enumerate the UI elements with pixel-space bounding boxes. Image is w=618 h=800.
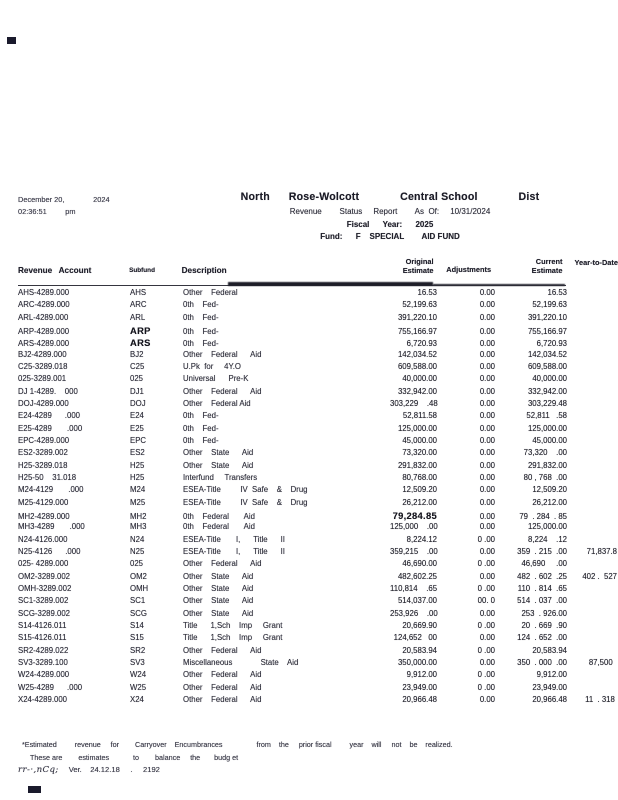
adjustments-cell: 0.00	[479, 312, 495, 322]
description-cell: U.Pk for 4Y.O	[183, 361, 241, 371]
revenue-account-cell: S14-4126.011	[18, 620, 67, 630]
subfund-cell: OM2	[130, 571, 147, 581]
subfund-cell: ARL	[130, 312, 146, 322]
subfund-cell: ARP	[130, 324, 151, 336]
current-estimate-cell: 350 . 000 .00	[517, 657, 567, 667]
subfund-cell: S15	[130, 633, 144, 643]
revenue-account-cell: SV3-3289.100	[18, 657, 68, 667]
revenue-account-cell: M24-4129 .000	[18, 485, 84, 495]
subfund-cell: SCG	[130, 608, 147, 618]
revenue-account-cell: SCG-3289.002	[18, 608, 71, 618]
subfund-cell: N24	[130, 534, 145, 544]
adjustments-cell: 0.00	[479, 398, 495, 408]
description-cell: 0th Federal Aid	[183, 511, 255, 521]
adjustments-cell: 0.00	[479, 460, 495, 470]
year-to-date-cell: 11 . 318	[585, 694, 617, 704]
subfund-cell: DJ1	[130, 386, 144, 396]
table-row	[0, 448, 618, 460]
current-estimate-cell: 125,000.00	[527, 522, 567, 532]
revenue-account-cell: AHS-4289.000	[18, 288, 70, 297]
header-adjustments: Adjustments	[446, 265, 492, 274]
scan-artifact-mark-top	[7, 37, 16, 44]
original-estimate-cell: 391,220.10	[397, 312, 437, 322]
description-cell: 0th Fed-	[183, 312, 219, 322]
subfund-cell: MH3	[130, 522, 147, 532]
original-estimate-cell: 23,949.00	[402, 682, 437, 692]
table-row	[0, 325, 618, 337]
adjustments-cell: 0.00	[479, 339, 495, 349]
revenue-account-cell: S15-4126.011	[18, 633, 67, 643]
description-cell: Other Federal Aid	[183, 694, 262, 704]
adjustments-cell: 0.00	[479, 497, 495, 507]
original-estimate-cell: 303,229 .48	[390, 398, 438, 408]
subfund-cell: SC1	[130, 596, 146, 606]
revenue-account-cell: H25-3289.018	[18, 460, 68, 470]
adjustments-cell: 0.00	[479, 423, 495, 433]
current-estimate-cell: 291,832.00	[527, 460, 567, 470]
year-to-date-cell: 71,837.8	[586, 546, 617, 556]
original-estimate-cell: 291,832.00	[397, 460, 437, 470]
header-current-estimate	[491, 257, 562, 275]
report-subtitle: Revenue Status Report As Of: 10/31/2024	[289, 207, 491, 216]
revenue-account-cell: E24-4289 .000	[18, 411, 80, 421]
description-cell: Other Federal Aid	[183, 645, 262, 655]
revenue-account-cell: C25-3289.018	[18, 361, 68, 371]
table-row	[0, 522, 618, 534]
adjustments-cell: 0.00	[479, 657, 495, 667]
description-cell: Interfund Transfers	[183, 472, 258, 482]
original-estimate-cell: 52,199.63	[402, 300, 437, 310]
adjustments-cell: 0.00	[479, 374, 495, 384]
original-estimate-cell: 12,509.20	[402, 485, 437, 495]
revenue-account-cell: ARC-4289.000	[18, 300, 70, 310]
description-cell: Title 1,Sch Imp Grant	[183, 620, 283, 630]
adjustments-cell: 0.00	[479, 608, 495, 618]
adjustments-cell: 0.00	[479, 571, 495, 581]
description-cell: 0th Fed-	[183, 326, 219, 336]
adjustments-cell: 0.00	[479, 633, 495, 643]
revenue-account-cell: DOJ-4289.000	[18, 398, 69, 408]
revenue-account-cell: SC1-3289.002	[18, 596, 69, 606]
table-row	[0, 609, 618, 621]
table-row	[0, 683, 618, 695]
description-cell: 0th Fed-	[183, 423, 219, 433]
subfund-cell: DOJ	[130, 398, 146, 408]
revenue-account-cell: W24-4289.000	[18, 670, 70, 680]
original-estimate-cell: 142,034.52	[397, 349, 437, 359]
table-row	[0, 411, 618, 423]
original-estimate-cell: 20,669.90	[402, 620, 437, 630]
original-estimate-cell: 9,912.00	[406, 670, 437, 680]
current-estimate-cell: 79 . 284 . 85	[519, 511, 567, 521]
table-row	[0, 473, 618, 485]
description-cell: Other State Aid	[183, 608, 254, 618]
original-estimate-cell: 45,000.00	[402, 435, 437, 445]
revenue-account-cell: 025- 4289.000	[18, 559, 69, 569]
current-estimate-cell: 391,220.10	[527, 312, 567, 322]
footer-note-line1: *Estimated revenue for Carryover Encumbrances from the prior fiscal year will not be realized.	[22, 740, 453, 749]
original-estimate-cell: 609,588.00	[397, 361, 437, 371]
table-row	[0, 584, 618, 596]
original-estimate-cell: 332,942.00	[397, 386, 437, 396]
revenue-account-cell: W25-4289 .000	[18, 682, 83, 692]
subfund-cell: X24	[130, 694, 144, 704]
year-to-date-cell: 87,500	[588, 657, 617, 667]
table-row	[0, 670, 618, 682]
print-meta	[18, 194, 110, 217]
adjustments-cell: 0.00	[479, 522, 495, 532]
subfund-cell: E24	[130, 411, 144, 421]
description-cell: Other State Aid	[183, 596, 254, 606]
revenue-account-cell: MH2-4289.000	[18, 511, 70, 521]
subfund-cell: C25	[130, 361, 145, 371]
original-estimate-cell: 359,215 .00	[390, 546, 438, 556]
subfund-cell: SV3	[130, 657, 145, 667]
header-current-line2: Estimate	[531, 266, 563, 275]
description-cell: Other Federal Aid	[183, 670, 262, 680]
description-cell: Other Federal Aid	[183, 682, 262, 692]
original-estimate-cell: 20,966.48	[402, 694, 437, 704]
table-header-row	[0, 257, 618, 275]
table-row	[0, 424, 618, 436]
revenue-account-cell: OMH-3289.002	[18, 583, 72, 593]
header-subfund: Subfund	[129, 267, 155, 274]
table-row	[0, 547, 618, 559]
current-estimate-cell: 6,720.93	[536, 339, 567, 349]
header-description: Description	[181, 266, 227, 275]
description-cell: ESEA-Title I, Title II	[183, 534, 285, 544]
version-line	[18, 765, 160, 775]
description-cell: ESEA-Title IV Safe & Drug	[183, 485, 308, 495]
table-row	[0, 596, 618, 608]
revenue-account-cell: DJ 1-4289. 000	[18, 386, 78, 396]
description-cell: Other State Aid	[183, 571, 254, 581]
adjustments-cell: 0.00	[479, 361, 495, 371]
header-original-line1: Original	[405, 257, 434, 266]
revenue-account-cell: EPC-4289.000	[18, 435, 70, 445]
table-row	[0, 658, 618, 670]
fund-line: Fund: F SPECIAL AID FUND	[320, 232, 460, 241]
original-estimate-cell: 755,166.97	[397, 326, 437, 336]
original-estimate-cell: 20,583.94	[402, 645, 437, 655]
current-estimate-cell: 124 . 652 .00	[517, 633, 567, 643]
adjustments-cell: 0.00	[479, 511, 495, 521]
table-row	[0, 337, 618, 349]
header-revenue-account: Revenue Account	[18, 266, 92, 275]
header-original-estimate	[387, 257, 434, 275]
current-estimate-cell: 23,949.00	[532, 682, 567, 692]
description-cell: Other Federal Aid	[183, 398, 251, 408]
description-cell: Universal Pre-K	[183, 374, 249, 384]
scan-artifact-mark-bottom	[28, 786, 41, 793]
subfund-cell: S14	[130, 620, 144, 630]
revenue-account-cell: OM2-3289.002	[18, 571, 71, 581]
adjustments-cell: 0.00	[479, 472, 495, 482]
table-body	[0, 288, 618, 707]
subfund-cell: M24	[130, 485, 146, 495]
printed-time: 02:36:51 pm	[18, 206, 76, 216]
description-cell: Other Federal Aid	[183, 559, 262, 569]
subfund-cell: E25	[130, 423, 144, 433]
adjustments-cell: 0.00	[479, 435, 495, 445]
current-estimate-cell: 16.53	[547, 288, 567, 297]
current-estimate-cell: 609,588.00	[527, 361, 567, 371]
current-estimate-cell: 20 . 669 .90	[521, 620, 567, 630]
adjustments-cell: 0.00	[479, 448, 495, 458]
description-cell: 0th Fed-	[183, 339, 219, 349]
revenue-account-cell: ARS-4289.000	[18, 339, 70, 349]
table-row	[0, 461, 618, 473]
adjustments-cell: 0.00	[479, 485, 495, 495]
header-current-line1: Current	[535, 257, 563, 266]
description-cell: Title 1,Sch Imp Grant	[183, 633, 283, 643]
table-row	[0, 535, 618, 547]
adjustments-cell: 0.00	[479, 386, 495, 396]
fiscal-year-line: Fiscal Year: 2025	[346, 219, 434, 229]
current-estimate-cell: 125,000.00	[527, 423, 567, 433]
revenue-account-cell: N24-4126.000	[18, 534, 68, 544]
adjustments-cell: 0.00	[479, 326, 495, 336]
adjustments-cell: 0.00	[479, 411, 495, 421]
current-estimate-cell: 142,034.52	[527, 349, 567, 359]
revenue-account-cell: SR2-4289.022	[18, 645, 69, 655]
current-estimate-cell: 303,229.48	[527, 398, 567, 408]
subfund-cell: ARS	[130, 337, 151, 349]
table-row	[0, 313, 618, 325]
revenue-account-cell: M25-4129.000	[18, 497, 69, 507]
district-title: North Rose-Wolcott Central School Dist	[240, 191, 540, 203]
original-estimate-cell: 124,652 00	[393, 633, 437, 643]
current-estimate-cell: 45,000.00	[532, 435, 567, 445]
adjustments-cell: 00. 0	[477, 596, 495, 606]
description-cell: Other Federal Aid	[183, 386, 262, 396]
subfund-cell: AHS	[130, 288, 147, 297]
original-estimate-cell: 16.53	[417, 288, 437, 297]
original-estimate-cell: 80,768.00	[402, 472, 437, 482]
current-estimate-cell: 52,199.63	[532, 300, 567, 310]
adjustments-cell: 0.00	[479, 288, 495, 297]
subfund-cell: ARC	[130, 300, 147, 310]
current-estimate-cell: 9,912.00	[536, 670, 567, 680]
table-row	[0, 621, 618, 633]
table-row	[0, 646, 618, 658]
current-estimate-cell: 73,320 .00	[523, 448, 567, 458]
header-original-line2: Estimate	[402, 266, 434, 275]
printed-date: December 20, 2024	[18, 195, 110, 204]
subfund-cell: 025	[130, 559, 144, 569]
current-estimate-cell: 26,212.00	[532, 497, 567, 507]
adjustments-cell: 0.00	[479, 694, 495, 704]
adjustments-cell: 0 .00	[477, 645, 495, 655]
current-estimate-cell: 8,224 .12	[527, 534, 567, 544]
current-estimate-cell: 514 . 037 .00	[517, 596, 567, 606]
table-row	[0, 374, 618, 386]
current-estimate-cell: 110 . 814 .65	[517, 583, 567, 593]
subfund-cell: W25	[130, 682, 147, 692]
current-estimate-cell: 253 . 926.00	[521, 608, 567, 618]
description-cell: 0th Fed-	[183, 300, 219, 310]
current-estimate-cell: 482 . 602 .25	[517, 571, 567, 581]
revenue-account-cell: E25-4289 .000	[18, 423, 83, 433]
year-to-date-cell: 402 . 527	[582, 571, 617, 581]
description-cell: Miscellaneous State Aid	[183, 657, 299, 667]
original-estimate-cell: 350,000.00	[397, 657, 437, 667]
description-cell: Other Federal	[183, 288, 238, 297]
adjustments-cell: 0 .00	[477, 583, 495, 593]
original-estimate-cell: 514,037.00	[397, 596, 437, 606]
table-row	[0, 300, 618, 312]
original-estimate-cell: 253,926 .00	[390, 608, 438, 618]
table-row	[0, 436, 618, 448]
original-estimate-cell: 26,212.00	[402, 497, 437, 507]
revenue-account-cell: ES2-3289.002	[18, 448, 68, 458]
table-row	[0, 695, 618, 707]
revenue-account-cell: 025-3289.001	[18, 374, 67, 384]
revenue-account-cell: X24-4289.000	[18, 694, 67, 704]
adjustments-cell: 0 .00	[477, 559, 495, 569]
description-cell: 0th Fed-	[183, 435, 219, 445]
table-row	[0, 498, 618, 510]
original-estimate-cell: 110,814 .65	[390, 583, 438, 593]
original-estimate-cell: 125,000 .00	[390, 522, 438, 532]
revenue-account-cell: H25-50 31.018	[18, 472, 77, 482]
header-rule-smudge-2	[433, 284, 565, 286]
subfund-cell: N25	[130, 546, 145, 556]
original-estimate-cell: 79,284.85	[392, 509, 437, 521]
subfund-cell: MH2	[130, 511, 147, 521]
description-cell: 0th Fed-	[183, 411, 219, 421]
current-estimate-cell: 80 , 768 .00	[523, 472, 567, 482]
table-row	[0, 387, 618, 399]
table-row	[0, 510, 618, 522]
description-cell: Other State Aid	[183, 460, 254, 470]
adjustments-cell: 0 .00	[477, 682, 495, 692]
subfund-cell: H25	[130, 472, 145, 482]
description-cell: ESEA-Title I, Title II	[183, 546, 285, 556]
version-text: Ver. 24.12.18 . 2192	[68, 765, 160, 774]
description-cell: Other Federal Aid	[183, 349, 262, 359]
header-rule-smudge	[228, 282, 433, 286]
subfund-cell: 025	[130, 374, 144, 384]
adjustments-cell: 0.00	[479, 349, 495, 359]
table-row	[0, 362, 618, 374]
table-row	[0, 350, 618, 362]
current-estimate-cell: 46,690 .00	[521, 559, 567, 569]
app-logo: rr-·,nCq;	[18, 765, 59, 775]
original-estimate-cell: 482,602.25	[397, 571, 437, 581]
original-estimate-cell: 46,690.00	[402, 559, 437, 569]
table-row	[0, 485, 618, 497]
current-estimate-cell: 359 . 215 .00	[517, 546, 567, 556]
table-row	[0, 288, 618, 300]
revenue-account-cell: N25-4126 .000	[18, 546, 81, 556]
table-row	[0, 559, 618, 571]
revenue-account-cell: ARL-4289.000	[18, 312, 69, 322]
subfund-cell: BJ2	[130, 349, 144, 359]
subfund-cell: ES2	[130, 448, 145, 458]
description-cell: 0th Federal Aid	[183, 522, 255, 532]
description-cell: Other State Aid	[183, 583, 254, 593]
original-estimate-cell: 40,000.00	[402, 374, 437, 384]
revenue-account-cell: MH3-4289 .000	[18, 522, 85, 532]
description-cell: Other State Aid	[183, 448, 254, 458]
subfund-cell: H25	[130, 460, 145, 470]
subfund-cell: M25	[130, 497, 146, 507]
table-row	[0, 572, 618, 584]
description-cell: ESEA-Title IV Safe & Drug	[183, 497, 308, 507]
current-estimate-cell: 52,811 .58	[526, 411, 567, 421]
adjustments-cell: 0 .00	[477, 670, 495, 680]
footer-note	[22, 738, 453, 764]
subfund-cell: EPC	[130, 435, 147, 445]
original-estimate-cell: 52,811.58	[402, 411, 437, 421]
report-title-block	[168, 191, 612, 241]
footer-note-line2: These are estimates to balance the budg et	[30, 753, 239, 762]
revenue-account-cell: ARP-4289.000	[18, 326, 70, 336]
current-estimate-cell: 12,509.20	[532, 485, 567, 495]
original-estimate-cell: 6,720.93	[406, 339, 437, 349]
table-row	[0, 633, 618, 645]
current-estimate-cell: 755,166.97	[527, 326, 567, 336]
header-year-to-date: Year-to-Date	[574, 258, 618, 267]
current-estimate-cell: 40,000.00	[532, 374, 567, 384]
subfund-cell: SR2	[130, 645, 146, 655]
subfund-cell: W24	[130, 670, 147, 680]
adjustments-cell: 0.00	[479, 300, 495, 310]
current-estimate-cell: 332,942.00	[527, 386, 567, 396]
original-estimate-cell: 73,320.00	[402, 448, 437, 458]
current-estimate-cell: 20,583.94	[532, 645, 567, 655]
subfund-cell: OMH	[130, 583, 149, 593]
adjustments-cell: 0 .00	[477, 534, 495, 544]
adjustments-cell: 0.00	[479, 546, 495, 556]
original-estimate-cell: 125,000.00	[397, 423, 437, 433]
table-row	[0, 399, 618, 411]
revenue-account-cell: BJ2-4289.000	[18, 349, 67, 359]
adjustments-cell: 0 .00	[477, 620, 495, 630]
current-estimate-cell: 20,966.48	[532, 694, 567, 704]
original-estimate-cell: 8,224.12	[406, 534, 437, 544]
